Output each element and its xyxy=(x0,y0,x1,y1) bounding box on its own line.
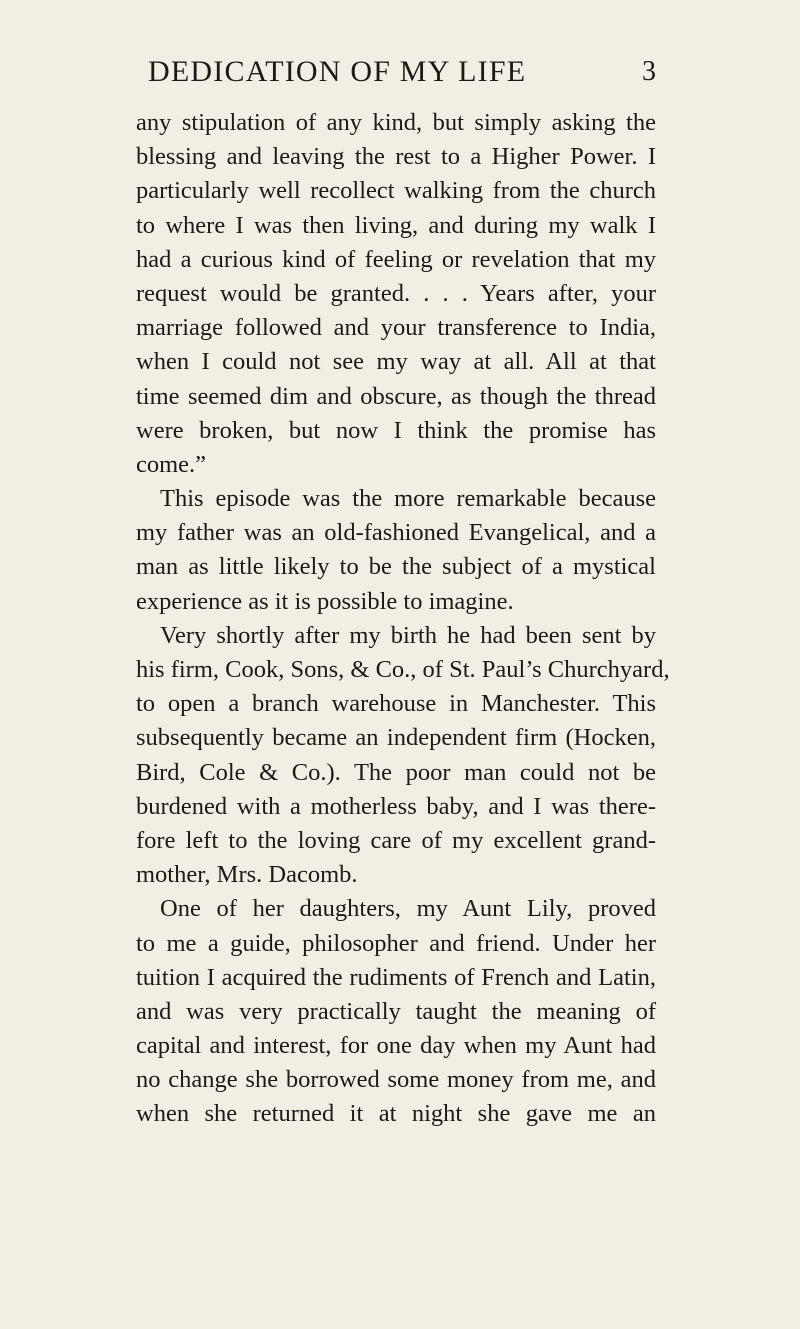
text-line: to open a branch warehouse in Manchester. This xyxy=(136,690,656,718)
page-number: 3 xyxy=(642,56,656,87)
text-line: time seemed dim and obscure, as though the thread xyxy=(136,382,656,410)
paragraph-first-line: One of her daughters, my Aunt Lily, proved xyxy=(160,895,656,923)
text-line: when she returned it at night she gave me an xyxy=(136,1100,656,1128)
text-line: my father was an old-fashioned Evangelical, and a xyxy=(136,519,656,547)
paragraph-first-line: This episode was the more remarkable because xyxy=(160,485,656,513)
running-head: DEDICATION OF MY LIFE xyxy=(148,55,527,88)
text-line: blessing and leaving the rest to a Higher Power. I xyxy=(136,143,656,171)
text-line: man as little likely to be the subject of a mystical xyxy=(136,553,656,581)
text-line: no change she borrowed some money from me, and xyxy=(136,1066,656,1094)
paragraph-first-line: Very shortly after my birth he had been sent by xyxy=(160,621,656,649)
text-line: to where I was then living, and during my walk I xyxy=(136,211,656,239)
text-line: subsequently became an independent firm (Hocken, xyxy=(136,724,656,752)
text-line: and was very practically taught the meaning of xyxy=(136,997,656,1025)
text-line: tuition I acquired the rudiments of French and Latin, xyxy=(136,963,656,991)
body-text xyxy=(136,106,670,1132)
page-header xyxy=(140,52,660,92)
text-line: request would be granted. . . . Years after, your xyxy=(136,279,656,307)
text-line: when I could not see my way at all. All at that xyxy=(136,348,656,376)
text-line: marriage followed and your transference to India, xyxy=(136,314,656,342)
text-line: fore left to the loving care of my excellent grand- xyxy=(136,826,656,854)
text-line: capital and interest, for one day when my Aunt had xyxy=(136,1032,656,1060)
text-line: Bird, Cole & Co.). The poor man could not be xyxy=(136,758,656,786)
text-line: any stipulation of any kind, but simply asking the xyxy=(136,109,656,136)
text-line: were broken, but now I think the promise has xyxy=(136,416,656,444)
text-line: particularly well recollect walking from the church xyxy=(136,177,656,205)
text-line: his firm, Cook, Sons, & Co., of St. Paul’s Churchyard, xyxy=(136,656,670,683)
text-line: had a curious kind of feeling or revelation that my xyxy=(136,245,656,273)
text-line: mother, Mrs. Dacomb. xyxy=(136,861,358,889)
text-line: come.” xyxy=(136,450,207,478)
text-line: burdened with a motherless baby, and I was there- xyxy=(136,792,656,820)
text-line: to me a guide, philosopher and friend. Under her xyxy=(136,929,656,957)
text-line: experience as it is possible to imagine. xyxy=(136,587,514,615)
